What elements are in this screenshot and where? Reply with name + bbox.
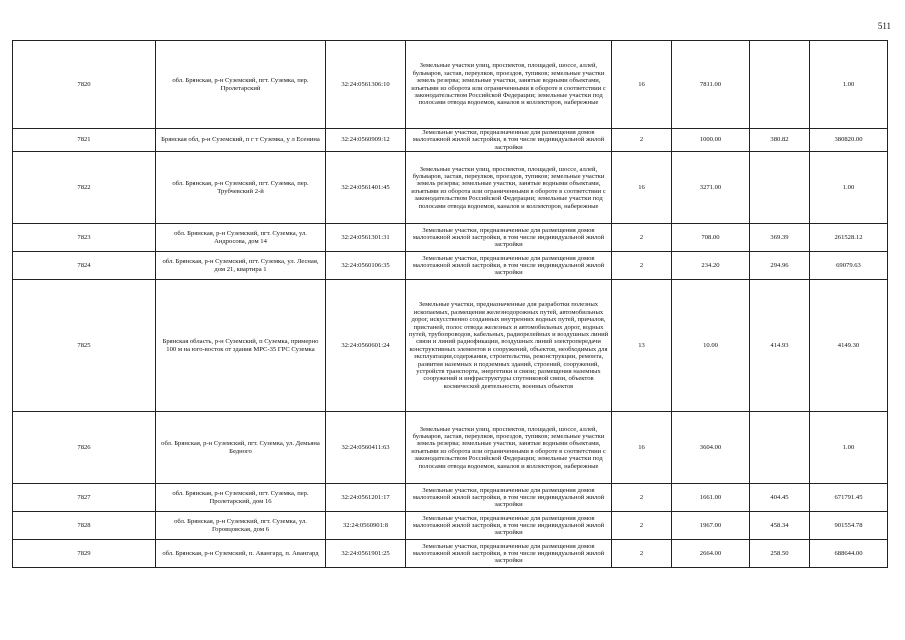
- cadastral-value-cell: 69079.63: [810, 252, 888, 280]
- category-code-cell: 2: [612, 540, 672, 568]
- category-code-cell: 2: [612, 129, 672, 152]
- category-code-cell: 16: [612, 152, 672, 224]
- address-cell: Брянская обл, р-н Суземский, п г т Суземка, у л Есенина: [156, 129, 326, 152]
- cadastral-value-cell: 1.00: [810, 412, 888, 484]
- table-row: [13, 41, 888, 129]
- specific-value-cell: [750, 412, 810, 484]
- cadastral-value-cell: 4149.30: [810, 280, 888, 412]
- area-cell: 3271.00: [672, 152, 750, 224]
- row-number: 7829: [13, 540, 156, 568]
- area-cell: 1967.00: [672, 512, 750, 540]
- address-cell: обл. Брянская, р-н Суземский, пгт. Суземка, ул. Лесная, дом 21, квартира 1: [156, 252, 326, 280]
- cadastral-number-cell: 32:24:0561301:31: [326, 224, 406, 252]
- permitted-use-cell: Земельные участки, предназначенные для размещения домов малоэтажной жилой застройки, в том числе индивидуальной жилой застройки: [406, 224, 612, 252]
- address-cell: обл. Брянская, р-н Суземский, пгт. Суземка, ул. Демьяна Бедного: [156, 412, 326, 484]
- cadastral-value-cell: 671791.45: [810, 484, 888, 512]
- specific-value-cell: 258.50: [750, 540, 810, 568]
- cadastral-value-cell: 901554.78: [810, 512, 888, 540]
- table-row: [13, 152, 888, 224]
- permitted-use-cell: Земельные участки, предназначенные для размещения домов малоэтажной жилой застройки, в том числе индивидуальной жилой застройки: [406, 512, 612, 540]
- cadastral-number-cell: 32:24:0561201:17: [326, 484, 406, 512]
- specific-value-cell: 458.34: [750, 512, 810, 540]
- category-code-cell: 2: [612, 512, 672, 540]
- cadastral-value-cell: 380820.00: [810, 129, 888, 152]
- specific-value-cell: 414.93: [750, 280, 810, 412]
- row-number: 7821: [13, 129, 156, 152]
- cadastral-number-cell: 32:24:0560411:63: [326, 412, 406, 484]
- cadastral-value-cell: 261528.12: [810, 224, 888, 252]
- table-row: [13, 129, 888, 152]
- area-cell: 2664.00: [672, 540, 750, 568]
- area-cell: 1661.00: [672, 484, 750, 512]
- row-number: 7827: [13, 484, 156, 512]
- specific-value-cell: 369.39: [750, 224, 810, 252]
- category-code-cell: 2: [612, 484, 672, 512]
- row-number: 7826: [13, 412, 156, 484]
- table-row: [13, 224, 888, 252]
- permitted-use-cell: Земельные участки улиц, проспектов, площадей, шоссе, аллей, бульваров, застав, переулков, проездов, тупиков; земельные участки земель резерва; земельные участки, занятые водными объектами, изъятыми из оборота или ограниченными в обороте в соответствии с законодательством Российской Федерации; земельные участки под полосами отвода водоемов, каналов и коллекторов, набережные: [406, 41, 612, 129]
- category-code-cell: 2: [612, 224, 672, 252]
- address-cell: обл. Брянская, р-н Суземский, пгт. Суземка, пер. Пролетарский, дом 16: [156, 484, 326, 512]
- cadastral-number-cell: 32:24:0561401:45: [326, 152, 406, 224]
- cadastral-value-cell: 688644.00: [810, 540, 888, 568]
- row-number: 7822: [13, 152, 156, 224]
- category-code-cell: 16: [612, 41, 672, 129]
- cadastral-table: [12, 40, 888, 568]
- area-cell: 7811.00: [672, 41, 750, 129]
- permitted-use-cell: Земельные участки улиц, проспектов, площадей, шоссе, аллей, бульваров, застав, переулков, проездов, тупиков; земельные участки земель резерва; земельные участки, занятые водными объектами, изъятыми из оборота или ограниченными в обороте в соответствии с законодательством Российской Федерации; земельные участки под полосами отвода водоемов, каналов и коллекторов, набережные: [406, 152, 612, 224]
- row-number: 7823: [13, 224, 156, 252]
- address-cell: обл. Брянская, р-н Суземский, пгт. Суземка, пер. Пролетарский: [156, 41, 326, 129]
- category-code-cell: 2: [612, 252, 672, 280]
- permitted-use-cell: Земельные участки, предназначенные для разработки полезных ископаемых, размещения железнодорожных путей, автомобильных дорог, искусственно созданных внутренних водных путей, причалов, пристаней, полос отвода железных и автомобильных дорог, водных путей, трубопроводов, кабельных, радиорелейных и воздушных линий связи и линий радиофикации, воздушных линий электропередачи конструктивных элементов и сооружений, объектов, необходимых для эксплуатации,содержания, строительства, реконструкции, ремонта, развития наземных и подземных зданий, строений, сооружений, устройств транспорта, энергетики и связи; размещения наземных сооружений и инфраструктуры спутниковой связи, объектов космической деятельности, военных объектов: [406, 280, 612, 412]
- cadastral-number-cell: 32:24:0561306:10: [326, 41, 406, 129]
- permitted-use-cell: Земельные участки, предназначенные для размещения домов малоэтажной жилой застройки, в том числе индивидуальной жилой застройки: [406, 252, 612, 280]
- area-cell: 234.20: [672, 252, 750, 280]
- address-cell: обл. Брянская, р-н Суземский, пгт. Суземка, ул. Андросова, дом 14: [156, 224, 326, 252]
- row-number: 7825: [13, 280, 156, 412]
- area-cell: 1000.00: [672, 129, 750, 152]
- permitted-use-cell: Земельные участки, предназначенные для размещения домов малоэтажной жилой застройки, в том числе индивидуальной жилой застройки: [406, 129, 612, 152]
- permitted-use-cell: Земельные участки улиц, проспектов, площадей, шоссе, аллей, бульваров, застав, переулков, проездов, тупиков; земельные участки земель резерва; земельные участки, занятые водными объектами, изъятыми из оборота или ограниченными в обороте в соответствии с законодательством Российской Федерации; земельные участки под полосами отвода водоемов, каналов и коллекторов, набережные: [406, 412, 612, 484]
- row-number: 7824: [13, 252, 156, 280]
- cadastral-value-cell: 1.00: [810, 41, 888, 129]
- table-row: [13, 280, 888, 412]
- cadastral-number-cell: 32:24:0560106:35: [326, 252, 406, 280]
- address-cell: обл. Брянская, р-н Суземский, пгт. Суземка, пер. Трубчевский 2-й: [156, 152, 326, 224]
- address-cell: Брянская область, р-н Суземский, п Суземка, примерно 100 м на юго-восток от здания МРС-35 ГРС Суземка: [156, 280, 326, 412]
- permitted-use-cell: Земельные участки, предназначенные для размещения домов малоэтажной жилой застройки, в том числе индивидуальной жилой застройки: [406, 484, 612, 512]
- specific-value-cell: 294.96: [750, 252, 810, 280]
- address-cell: обл. Брянская, р-н Суземский, п. Авангард, п. Авангард: [156, 540, 326, 568]
- category-code-cell: 16: [612, 412, 672, 484]
- specific-value-cell: [750, 152, 810, 224]
- table-row: [13, 484, 888, 512]
- table-row: [13, 412, 888, 484]
- cadastral-number-cell: 32:24:0560601:24: [326, 280, 406, 412]
- row-number: 7820: [13, 41, 156, 129]
- cadastral-number-cell: 32:24:0560909:12: [326, 129, 406, 152]
- area-cell: 708.00: [672, 224, 750, 252]
- permitted-use-cell: Земельные участки, предназначенные для размещения домов малоэтажной жилой застройки, в том числе индивидуальной жилой застройки: [406, 540, 612, 568]
- cadastral-value-cell: 1.00: [810, 152, 888, 224]
- cadastral-number-cell: 32:24:0560901:8: [326, 512, 406, 540]
- specific-value-cell: 404.45: [750, 484, 810, 512]
- row-number: 7828: [13, 512, 156, 540]
- table-row: [13, 540, 888, 568]
- specific-value-cell: 380.82: [750, 129, 810, 152]
- category-code-cell: 13: [612, 280, 672, 412]
- table-row: [13, 252, 888, 280]
- area-cell: 10.00: [672, 280, 750, 412]
- table-row: [13, 512, 888, 540]
- specific-value-cell: [750, 41, 810, 129]
- address-cell: обл. Брянская, р-н Суземский, пгт. Суземка, ул. Горовцовская, дом 6: [156, 512, 326, 540]
- page-number: 511: [877, 21, 891, 31]
- cadastral-number-cell: 32:24:0561901:25: [326, 540, 406, 568]
- area-cell: 3604.00: [672, 412, 750, 484]
